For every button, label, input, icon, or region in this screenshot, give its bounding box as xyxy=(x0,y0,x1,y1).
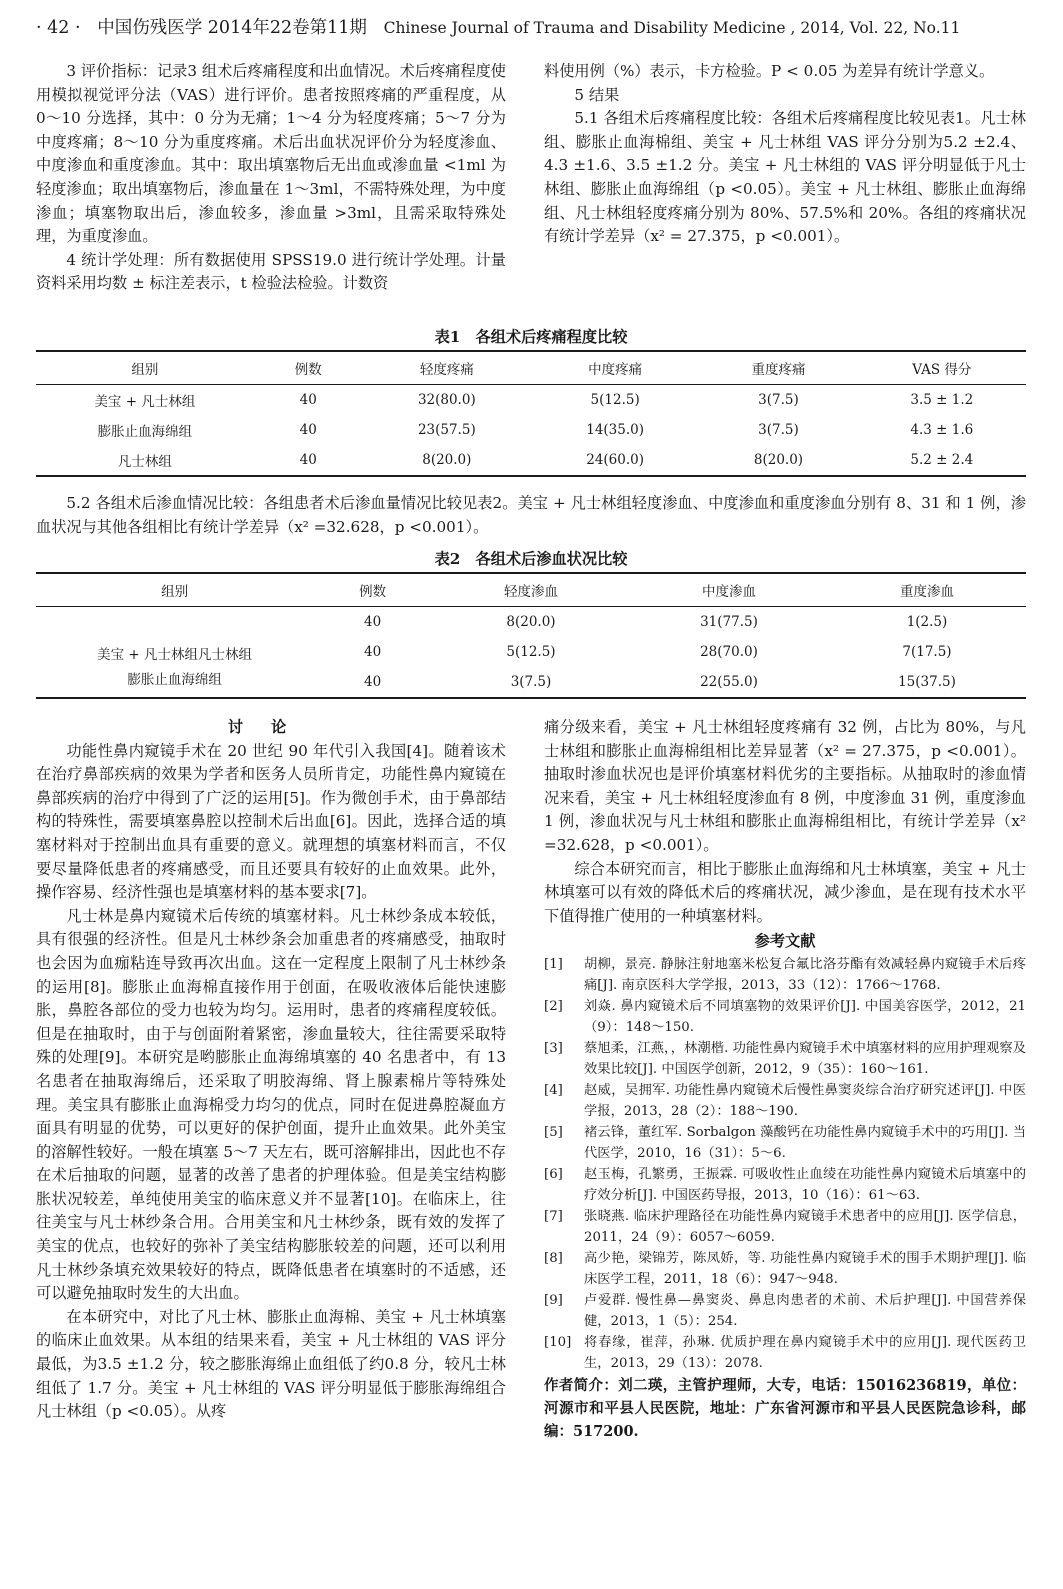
reference-number: [10] xyxy=(544,1334,572,1350)
reference-number: [6] xyxy=(544,1166,563,1182)
reference-number: [4] xyxy=(544,1082,563,1098)
reference-item xyxy=(544,1206,1026,1248)
reference-item xyxy=(544,996,1026,1038)
reference-number: [1] xyxy=(544,956,563,972)
reference-text: 蔡旭柔，江燕，，林潮楷. 功能性鼻内窥镜手术中填塞材料的应用护理观察及效果比较[J]. 中国医学创新，2012，9（35）：160～161. xyxy=(584,1040,1026,1077)
table-header-cell: 中度渗血 xyxy=(630,573,828,607)
reference-number: [5] xyxy=(544,1124,563,1140)
table-cell: 3.5 ± 1.2 xyxy=(910,392,974,408)
methods-column xyxy=(36,60,506,296)
table-cell: 40 xyxy=(313,667,432,698)
table-cell: 40 xyxy=(299,422,317,438)
journal-title-cn: 中国伤残医学 2014年22卷第11期 xyxy=(97,18,367,38)
table-cell: 32(80.0) xyxy=(417,392,476,408)
table2-bleeding-comparison xyxy=(36,572,1026,699)
table-header-cell: 例数 xyxy=(254,351,363,385)
reference-number: [7] xyxy=(544,1208,563,1224)
table-header-cell: 轻度渗血 xyxy=(432,573,630,607)
table-cell: 5(12.5) xyxy=(590,392,640,408)
table-header-cell: 轻度疼痛 xyxy=(363,351,531,385)
table-cell: 22(55.0) xyxy=(630,667,828,698)
references-heading: 参考文献 xyxy=(754,932,816,951)
table-cell: 24(60.0) xyxy=(531,445,699,476)
reference-text: 卢爱群. 慢性鼻—鼻窦炎、鼻息肉患者的术前、术后护理[J]. 中国营养保健，2013，1（5）：254. xyxy=(584,1292,1026,1329)
table-row xyxy=(36,667,1026,698)
table-cell: 3(7.5) xyxy=(432,667,630,698)
table-header-cell: 重度疼痛 xyxy=(699,351,857,385)
table-cell: 14(35.0) xyxy=(586,422,645,438)
bleeding-results-block xyxy=(36,492,1026,539)
discussion-paragraph: 在本研究中，对比了凡士林、膨胀止血海棉、美宝 + 凡士林填塞的临床止血效果。从本组的结果来看，美宝 + 凡士林组的 VAS 评分最低，为3.5 ±1.2 分，较之膨胀海绵止血组低了约0.8 分，较凡士林组低了 1.7 分。美宝 + 凡士林组的 VAS 评分明显低于膨胀海绵组合凡士林组（p <0.05）。从疼 xyxy=(36,1307,506,1421)
reference-text: 将春缘，崔萍，孙琳. 优质护理在鼻内窥镜手术中的应用[J]. 现代医药卫生，2013，29（13）：2078. xyxy=(584,1334,1026,1371)
statistics-paragraph: 4 统计学处理：所有数据使用 SPSS19.0 进行统计学处理。计量资料采用均数 ± 标注差表示，t 检验法检验。计数资 xyxy=(36,250,506,293)
table-cell: 28(70.0) xyxy=(700,644,758,660)
table-cell: 23(57.5) xyxy=(417,422,476,438)
reference-text: 刘焱. 鼻内窥镜术后不同填塞物的效果评价[J]. 中国美容医学，2012，21（9）：148～150. xyxy=(584,998,1026,1035)
discussion-paragraph: 功能性鼻内窥镜手术在 20 世纪 90 年代引入我国[4]。随着该术在治疗鼻部疾病的效果为学者和医务人员所肯定，功能性鼻内窥镜在鼻部疾病的治疗中得到了广泛的运用[5]。作为微创手术，由于鼻部结构的特殊性，需要填塞鼻腔以控制术后出血[6]。因此，选择合适的填塞材料对于控制出血具有重要的意义。就理想的填塞材料而言，不仅要尽量降低患者的疼痛感受，而且还要具有较好的止血效果。此外，操作容易、经济性强也是填塞材料的基本要求[7]。 xyxy=(36,741,506,902)
table-cell: 40 xyxy=(363,614,382,630)
reference-text: 胡柳，景亮. 静脉注射地塞米松复合氟比洛芬酯有效减轻鼻内窥镜手术后疼痛[J]. 南京医科大学学报，2013，33（12）：1766～1768. xyxy=(584,956,1026,993)
reference-item xyxy=(544,1080,1026,1122)
reference-number: [8] xyxy=(544,1250,563,1266)
running-header xyxy=(36,14,1026,42)
reference-number: [3] xyxy=(544,1040,563,1056)
table-cell: 40 xyxy=(299,392,317,408)
table-header-row xyxy=(36,351,1026,385)
table-cell: 凡士林组 xyxy=(36,445,254,476)
author-note: 作者简介：刘二瑛，主管护理师，大专，电话：15016236819，单位：河源市和平县人民医院，地址：广东省河源市和平县人民医院急诊科，邮编：517200. xyxy=(544,1376,1026,1440)
discussion-continuation: 痛分级来看，美宝 + 凡士林组轻度疼痛有 32 例，占比为 80%，与凡士林组和膨胀止血海棉组相比差异显著（x² = 27.375，p <0.001）。抽取时渗血状况也是评价填塞材料优劣的主要指标。从抽取时的渗血情况来看，美宝 + 凡士林组轻度渗血有 8 例，中度渗血 31 例，重度渗血 1 例，渗血状况与凡士林组和膨胀止血海棉组相比，有统计学差异（x² =32.628，p <0.001）。 xyxy=(544,718,1026,854)
reference-item xyxy=(544,1164,1026,1206)
table-cell: 膨胀止血海绵组 xyxy=(97,424,193,440)
table-cell: 40 xyxy=(363,644,382,660)
table-cell: 1(2.5) xyxy=(906,614,948,630)
discussion-column xyxy=(36,716,506,1424)
reference-text: 张晓燕. 临床护理路径在功能性鼻内窥镜手术患者中的应用[J]. 医学信息，2011，24（9）：6057～6059. xyxy=(584,1208,1026,1245)
discussion-heading: 讨论 xyxy=(227,718,315,736)
table2-caption: 表2 各组术后渗血状况比较 xyxy=(434,550,628,568)
reference-text: 褚云锋，董红军. Sorbalgon 藻酸钙在功能性鼻内窥镜手术中的巧用[J]. 当代医学，2010，16（31）：5～6. xyxy=(584,1124,1026,1161)
reference-item xyxy=(544,1038,1026,1080)
reference-item xyxy=(544,954,1026,996)
statistics-continuation: 料使用例（%）表示，卡方检验。P < 0.05 为差异有统计学意义。 xyxy=(544,62,995,80)
table-cell: 3(7.5) xyxy=(758,392,799,408)
conclusion-column xyxy=(544,716,1026,1443)
journal-title-en: Chinese Journal of Trauma and Disability Medicine , 2014, Vol. 22, No.11 xyxy=(383,19,961,37)
table-header-row xyxy=(36,573,1026,607)
reference-item xyxy=(544,1290,1026,1332)
table-cell: 美宝 + 凡士林组 xyxy=(94,394,196,410)
bleeding-results-paragraph: 5.2 各组术后渗血情况比较：各组患者术后渗血量情况比较见表2。美宝 + 凡士林组轻度渗血、中度渗血和重度渗血分别有 8、31 和 1 例，渗血状况与其他各组相比有统计学差异（x² =32.628，p <0.001）。 xyxy=(36,494,1026,536)
table-cell: 5.2 ± 2.4 xyxy=(858,445,1026,476)
reference-item xyxy=(544,1332,1026,1374)
table-cell: 3(7.5) xyxy=(758,422,799,438)
evaluation-criteria-paragraph: 3 评价指标：记录3 组术后疼痛程度和出血情况。术后疼痛程度使用模拟视觉评分法（VAS）进行评价。患者按照疼痛的严重程度，从 0～10 分选择，其中：0 分为无痛；1～4 分为轻度疼痛；5～7 分为中度疼痛；8～10 分为重度疼痛。术后出血状况评价分为轻度渗血、中度渗血和重度渗血。其中：取出填塞物后无出血或渗血量 <1ml 为轻度渗血；取出填塞物后，渗血量在 1～3ml，不需特殊处理，为中度渗血；填塞物取出后，渗血较多，渗血量 >3ml，且需采取特殊处理，为重度渗血。 xyxy=(36,62,506,246)
reference-item xyxy=(544,1248,1026,1290)
reference-item xyxy=(544,1122,1026,1164)
reference-list xyxy=(544,954,1026,1374)
table1-pain-comparison xyxy=(36,350,1026,477)
table-row xyxy=(36,385,1026,416)
table-cell: 膨胀止血海绵组 xyxy=(36,667,313,698)
conclusion-paragraph: 综合本研究而言，相比于膨胀止血海绵和凡士林填塞，美宝 + 凡士林填塞可以有效的降低术后的疼痛状况，减少渗血，是在现有技术水平下值得推广使用的一种填塞材料。 xyxy=(544,859,1026,925)
table-row xyxy=(36,445,1026,476)
table-cell: 31(77.5) xyxy=(700,614,758,630)
table-row xyxy=(36,415,1026,445)
table-cell: 15(37.5) xyxy=(828,667,1026,698)
page-number: · 42 · xyxy=(36,18,81,38)
reference-text: 赵威，吴拥军. 功能性鼻内窥镜术后慢性鼻窦炎综合治疗研究述评[J]. 中医学报，2013，28（2）：188～190. xyxy=(584,1082,1026,1119)
table-cell: 8(20.0) xyxy=(363,445,531,476)
reference-text: 高少艳，梁锦芳，陈凤娇，等. 功能性鼻内窥镜手术的围手术期护理[J]. 临床医学工程，2011，18（6）：947～948. xyxy=(584,1250,1026,1287)
reference-text: 赵玉梅，孔繁勇，王振霖. 可吸收性止血绫在功能性鼻内窥镜术后填塞中的疗效分析[J]. 中国医药导报，2013，10（16）：61～63. xyxy=(584,1166,1026,1203)
reference-number: [9] xyxy=(544,1292,563,1308)
table-cell: 8(20.0) xyxy=(699,445,857,476)
reference-number: [2] xyxy=(544,998,563,1014)
table-cell: 7(17.5) xyxy=(902,644,952,660)
results-heading: 5 结果 xyxy=(574,85,620,104)
table-header-cell: 中度疼痛 xyxy=(531,351,699,385)
discussion-paragraph: 凡士林是鼻内窥镜术后传统的填塞材料。凡士林纱条成本较低，具有很强的经济性。但是凡士林纱条会加重患者的疼痛感受，抽取时也会因为血痂粘连导致再次出血。这在一定程度上限制了凡士林纱条的运用[8]。膨胀止血海棉直接作用于创面，在吸收液体后能快速膨胀，鼻腔各部位的受力也较为均匀。运用时，患者的疼痛程度较低。但是在抽取时，由于与创面附着紧密，渗血量较大，往往需要采取特殊的处理[9]。本研究是哟膨胀止血海绵填塞的 40 名患者中，有 13 名患者在抽取海绵后，还采取了明胶海绵、肾上腺素棉片等特殊处理。美宝具有膨胀止血海棉受力均匀的优点，同时在促进鼻腔凝血方面具有明显的优势，可以更好的保护创面，提升止血效果。此外美宝的溶解性较好。一般在填塞 5～7 天左右，既可溶解排出，因此也不存在术后抽取的问题，显著的改善了患者的护理体验。但是美宝结构膨胀状况较差，单纯使用美宝的临床意义并不显著[10]。在临床上，往往美宝与凡士林纱条合用。合用美宝和凡士林纱条，既有效的发挥了美宝的优点，也较好的弥补了美宝结构膨胀较差的问题，还可以利用凡士林纱条填充效果较好的特点，既降低患者在填塞时的不适感，还可以避免抽取时发生的大出血。 xyxy=(36,906,506,1303)
table-cell: 5(12.5) xyxy=(506,644,556,660)
table-header-cell: 例数 xyxy=(313,573,432,607)
table-header-cell: 组别 xyxy=(36,573,313,607)
table-cell: 40 xyxy=(254,445,363,476)
table-header-cell: 重度渗血 xyxy=(828,573,1026,607)
table-row xyxy=(36,607,1026,638)
table-header-cell: 组别 xyxy=(36,351,254,385)
results-column xyxy=(544,60,1026,249)
table-cell: 美宝 + 凡士林组凡士林组 xyxy=(97,647,253,663)
table1-caption: 表1 各组术后疼痛程度比较 xyxy=(434,328,628,346)
table-header-cell: VAS 得分 xyxy=(858,351,1026,385)
pain-results-paragraph: 5.1 各组术后疼痛程度比较：各组术后疼痛程度比较见表1。凡士林组、膨胀止血海棉组、美宝 + 凡士林组 VAS 评分分别为5.2 ±2.4、4.3 ±1.6、3.5 ±1.2 分。美宝 + 凡士林组的 VAS 评分明显低于凡士林组、膨胀止血海绵组（p <0.05）。美宝 + 凡士林组、膨胀止血海绵组、凡士林组轻度疼痛分别为 80%、57.5%和 20%。各组的疼痛状况有统计学差异（x² = 27.375，p <0.001）。 xyxy=(544,109,1026,246)
table-cell: 8(20.0) xyxy=(506,614,556,630)
table-cell: 4.3 ± 1.6 xyxy=(910,422,974,438)
